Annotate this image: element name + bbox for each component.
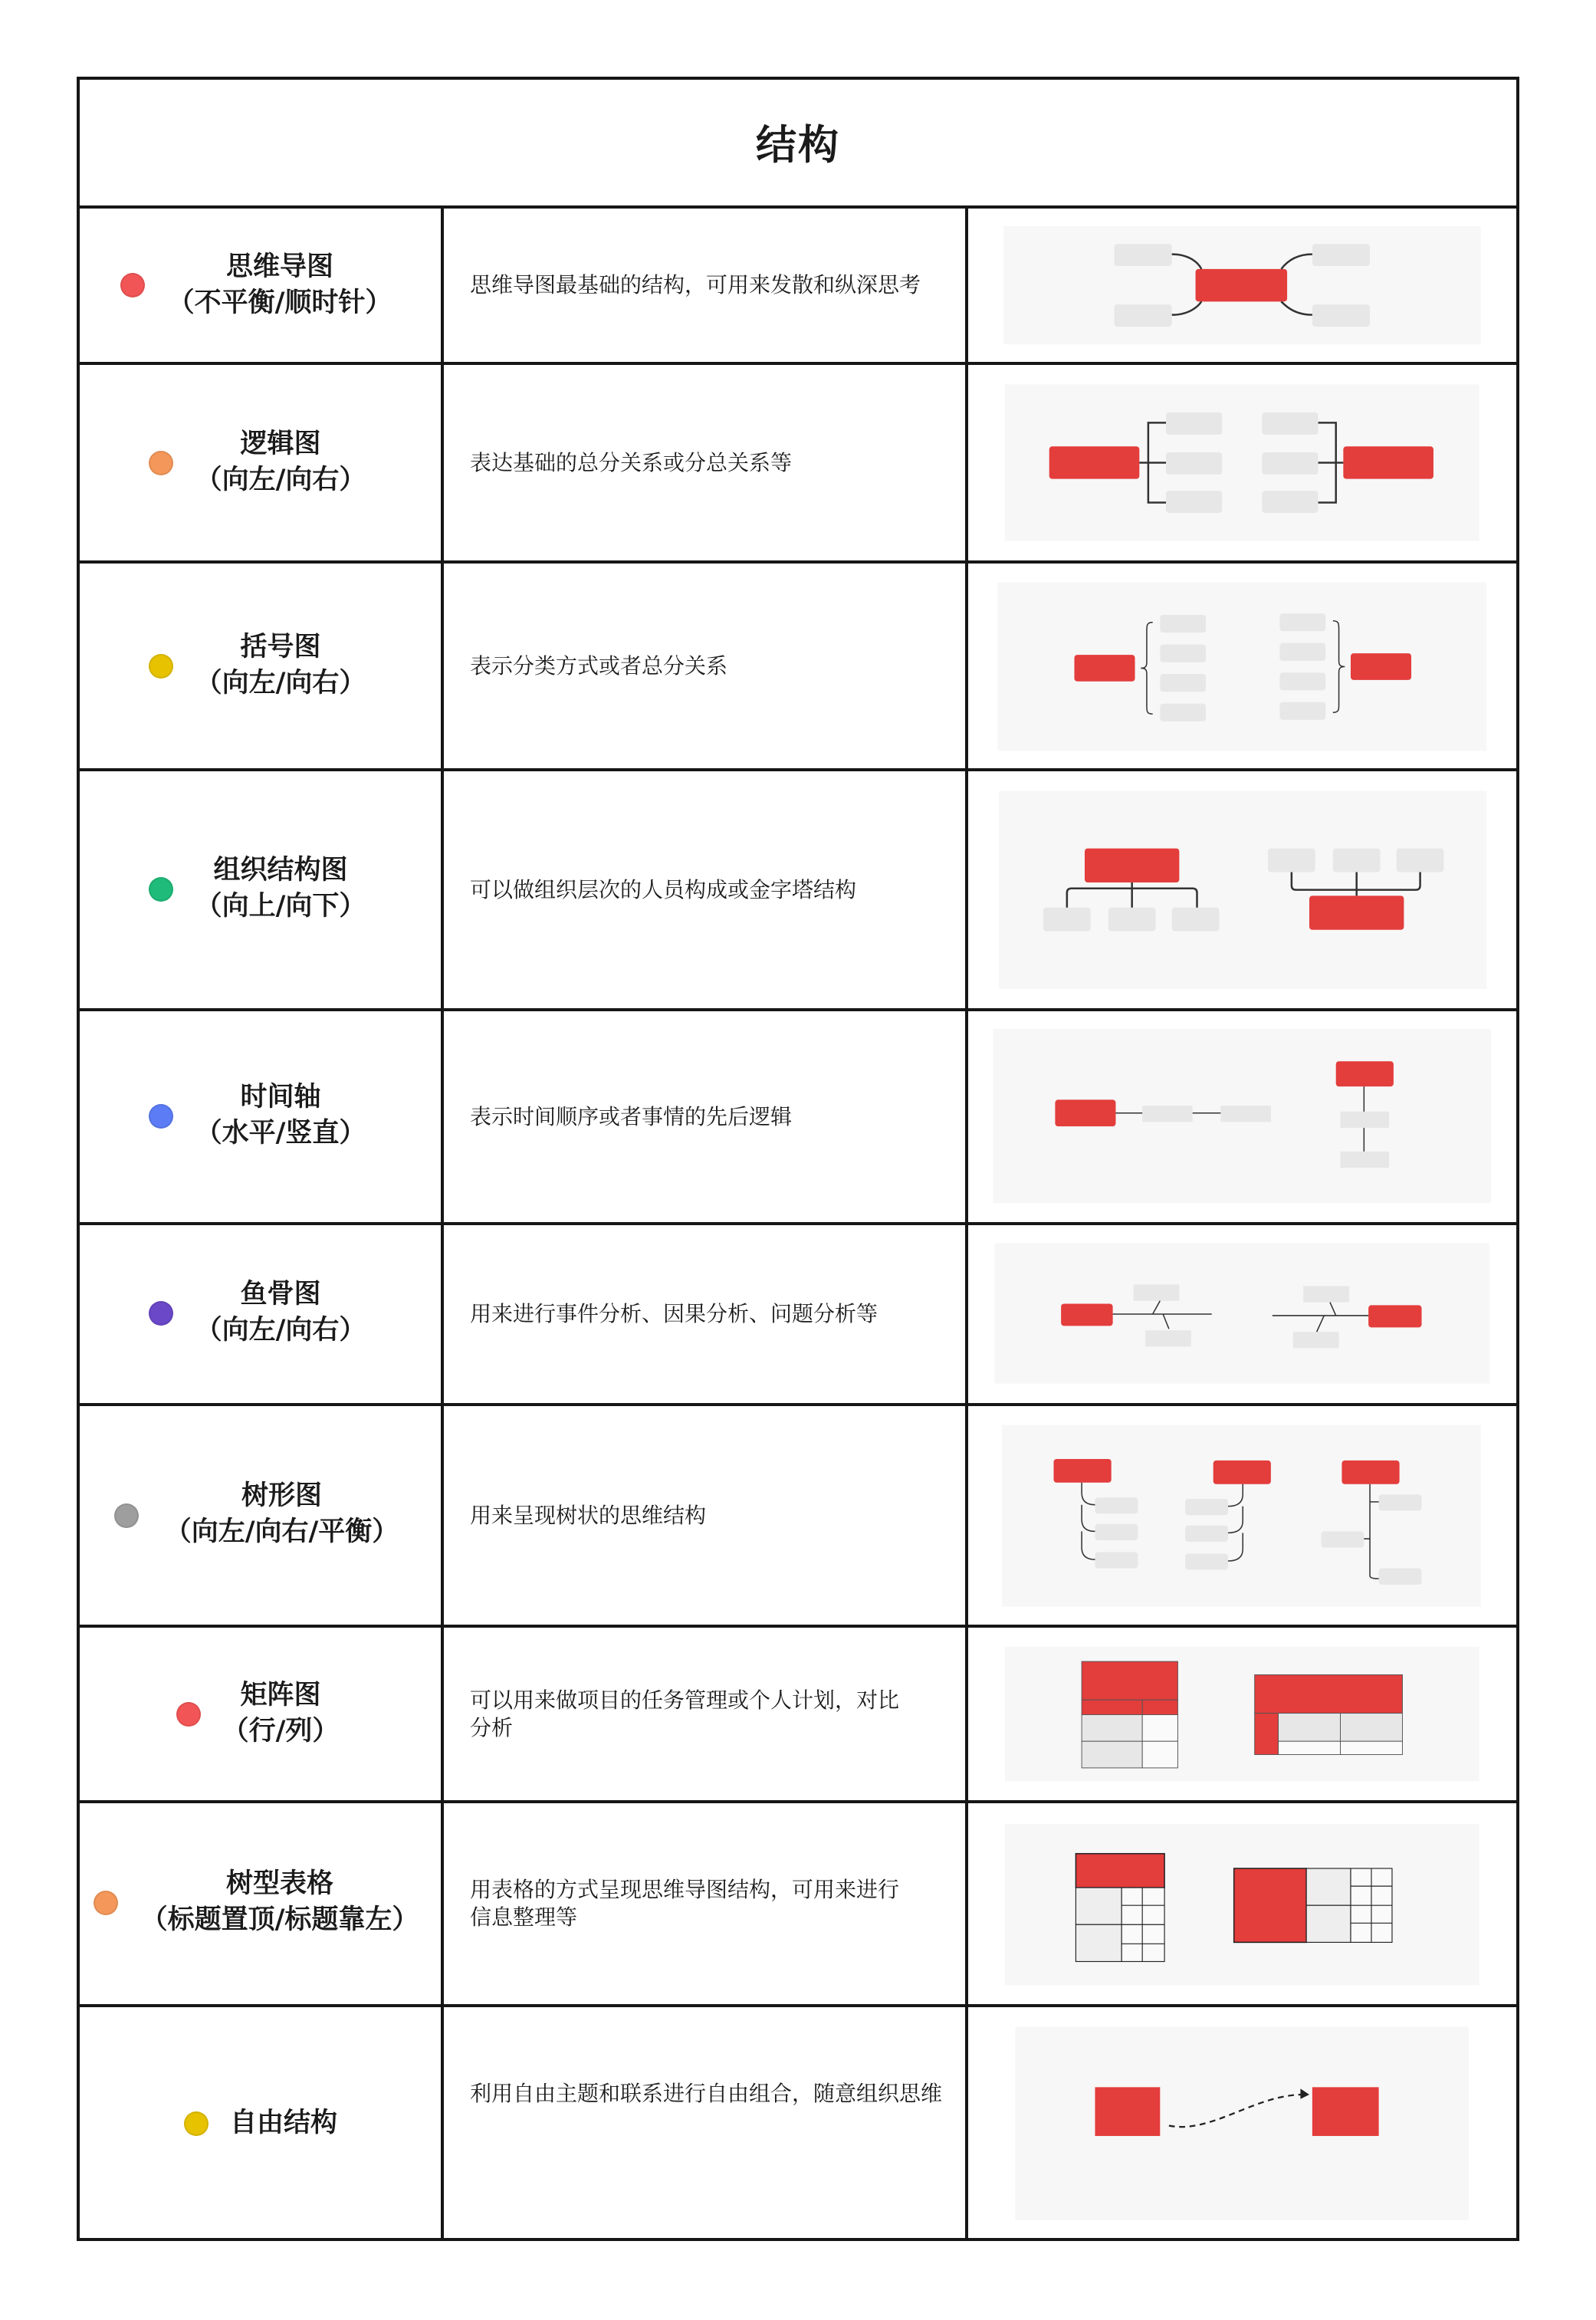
structure-variants: （行/列） bbox=[222, 1716, 340, 1747]
structure-label bbox=[166, 1079, 396, 1152]
structure-label bbox=[166, 1277, 396, 1349]
column-divider bbox=[441, 207, 444, 2240]
structure-label bbox=[166, 426, 396, 498]
structure-name: 思维导图 bbox=[225, 251, 333, 282]
structure-name: 矩阵图 bbox=[240, 1680, 321, 1710]
structure-name: 逻辑图 bbox=[240, 429, 321, 459]
structure-variants: （向左/向右） bbox=[195, 465, 366, 495]
structure-description: 表示时间顺序或者事情的先后逻辑 bbox=[470, 1103, 793, 1129]
description-cell bbox=[470, 1803, 945, 2004]
structure-name: 自由结构 bbox=[229, 2108, 337, 2138]
structure-variants: （标题置顶/标题靠左） bbox=[140, 1904, 419, 1935]
description-cell bbox=[470, 771, 945, 1008]
structure-description: 利用自由主题和联系进行自由组合，随意组织思维 bbox=[470, 2080, 943, 2106]
structure-description: 用来呈现树状的思维结构 bbox=[470, 1502, 707, 1528]
structure-name: 时间轴 bbox=[240, 1082, 321, 1112]
structure-name: 树形图 bbox=[241, 1480, 322, 1511]
color-dot-orange bbox=[94, 1891, 118, 1915]
structure-label bbox=[166, 629, 396, 702]
description-cell bbox=[470, 1225, 945, 1403]
description-cell bbox=[470, 209, 945, 362]
structure-label bbox=[138, 249, 422, 321]
structure-variants: （不平衡/顺时针） bbox=[167, 288, 392, 318]
structure-description: 表达基础的总分关系或分总关系等 bbox=[470, 449, 793, 475]
color-dot-gray bbox=[114, 1503, 139, 1528]
description-cell bbox=[470, 1406, 945, 1625]
column-divider bbox=[965, 207, 968, 2240]
description-cell bbox=[470, 365, 945, 560]
structure-description: 可以用来做项目的任务管理或个人计划，对比分析 bbox=[470, 1687, 900, 1740]
structure-name: 组织结构图 bbox=[213, 855, 348, 886]
description-cell bbox=[470, 2007, 945, 2180]
structure-description: 表示分类方式或者总分关系 bbox=[470, 652, 728, 679]
structure-label bbox=[166, 1678, 396, 1750]
structure-name: 括号图 bbox=[240, 632, 321, 662]
structure-description: 用表格的方式呈现思维导图结构，可用来进行信息整理等 bbox=[470, 1877, 900, 1930]
structure-name: 树型表格 bbox=[225, 1868, 333, 1899]
structure-label bbox=[166, 853, 396, 925]
structure-label bbox=[222, 2105, 345, 2141]
description-cell bbox=[470, 564, 945, 768]
structure-variants: （水平/竖直） bbox=[195, 1118, 366, 1148]
structure-name: 鱼骨图 bbox=[240, 1279, 321, 1310]
structure-label bbox=[138, 1866, 422, 1938]
structure-variants: （向上/向下） bbox=[195, 891, 366, 922]
structure-variants: （向左/向右） bbox=[195, 1315, 366, 1346]
description-cell bbox=[470, 1011, 945, 1222]
structure-description: 用来进行事件分析、因果分析、问题分析等 bbox=[470, 1301, 878, 1326]
structure-label bbox=[153, 1478, 410, 1550]
structure-variants: （向左/向右） bbox=[195, 668, 366, 698]
structure-variants: （向左/向右/平衡） bbox=[164, 1517, 399, 1547]
color-dot-yellow bbox=[184, 2111, 209, 2136]
structure-description: 思维导图最基础的结构，可用来发散和纵深思考 bbox=[470, 272, 921, 297]
page-title: 结构 bbox=[756, 122, 840, 169]
structure-description: 可以做组织层次的人员构成或金字塔结构 bbox=[470, 876, 857, 902]
description-cell bbox=[470, 1628, 945, 1800]
